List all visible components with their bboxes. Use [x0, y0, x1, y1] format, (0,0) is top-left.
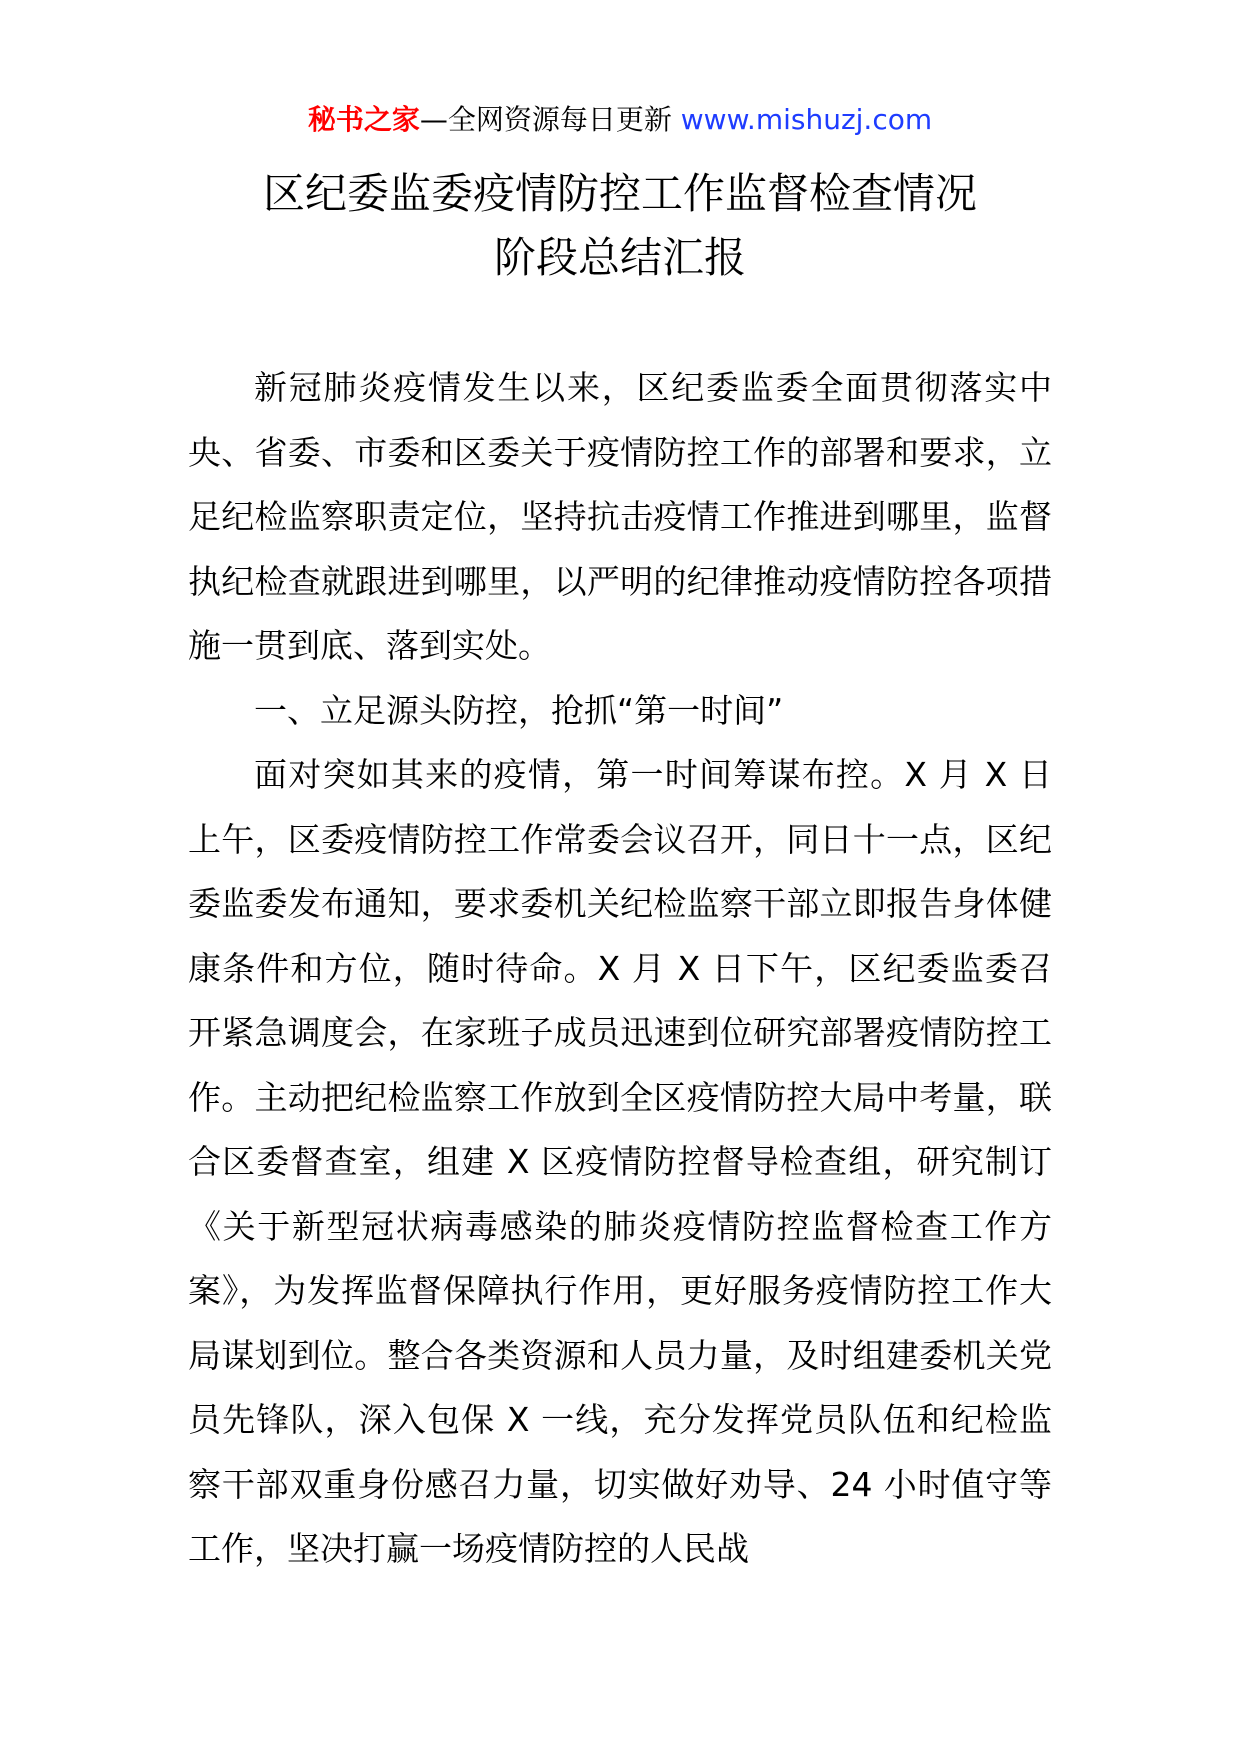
- body-paragraph: 面对突如其来的疫情，第一时间筹谋布控。X 月 X 日上午，区委疫情防控工作常委会议召开，同日十一点，区纪委监委发布通知，要求委机关纪检监察干部立即报告身体健康条件和方位，随时待命。X 月 X 日下午，区纪委监委召开紧急调度会，在家班子成员迅速到位研究部署疫情防控工作。主动把纪检监察工作放到全区疫情防控大局中考量，联合区委督查室，组建 X 区疫情防控督导检查组，研究制订《关于新型冠状病毒感染的肺炎疫情防控监督检查工作方案》，为发挥监督保障执行作用，更好服务疫情防控工作大局谋划到位。整合各类资源和人员力量，及时组建委机关党员先锋队，深入包保 X 一线，充分发挥党员队伍和纪检监察干部双重身份感召力量，切实做好劝导、24 小时值守等工作，坚决打赢一场疫情防控的人民战: [188, 755, 1052, 1568]
- document-title: [0, 162, 1240, 290]
- section-heading: 一、立足源头防控，抢抓“第一时间”: [254, 690, 784, 730]
- intro-paragraph: 新冠肺炎疫情发生以来，区纪委监委全面贯彻落实中央、省委、市委和区委关于疫情防控工作的部署和要求，立足纪检监察职责定位，坚持抗击疫情工作推进到哪里，监督执纪检查就跟进到哪里，以严明的纪律推动疫情防控各项措施一贯到底、落到实处。: [188, 368, 1052, 665]
- document-body: [188, 356, 1052, 1582]
- watermark-brand: 秘书之家: [307, 103, 420, 136]
- watermark-tagline: —全网资源每日更新: [419, 103, 681, 136]
- title-line-2: 阶段总结汇报: [493, 233, 746, 282]
- title-line-1: 区纪委监委疫情防控工作监督检查情况: [262, 169, 977, 218]
- watermark-url[interactable]: www.mishuzj.com: [680, 103, 933, 136]
- watermark-header: [0, 100, 1240, 140]
